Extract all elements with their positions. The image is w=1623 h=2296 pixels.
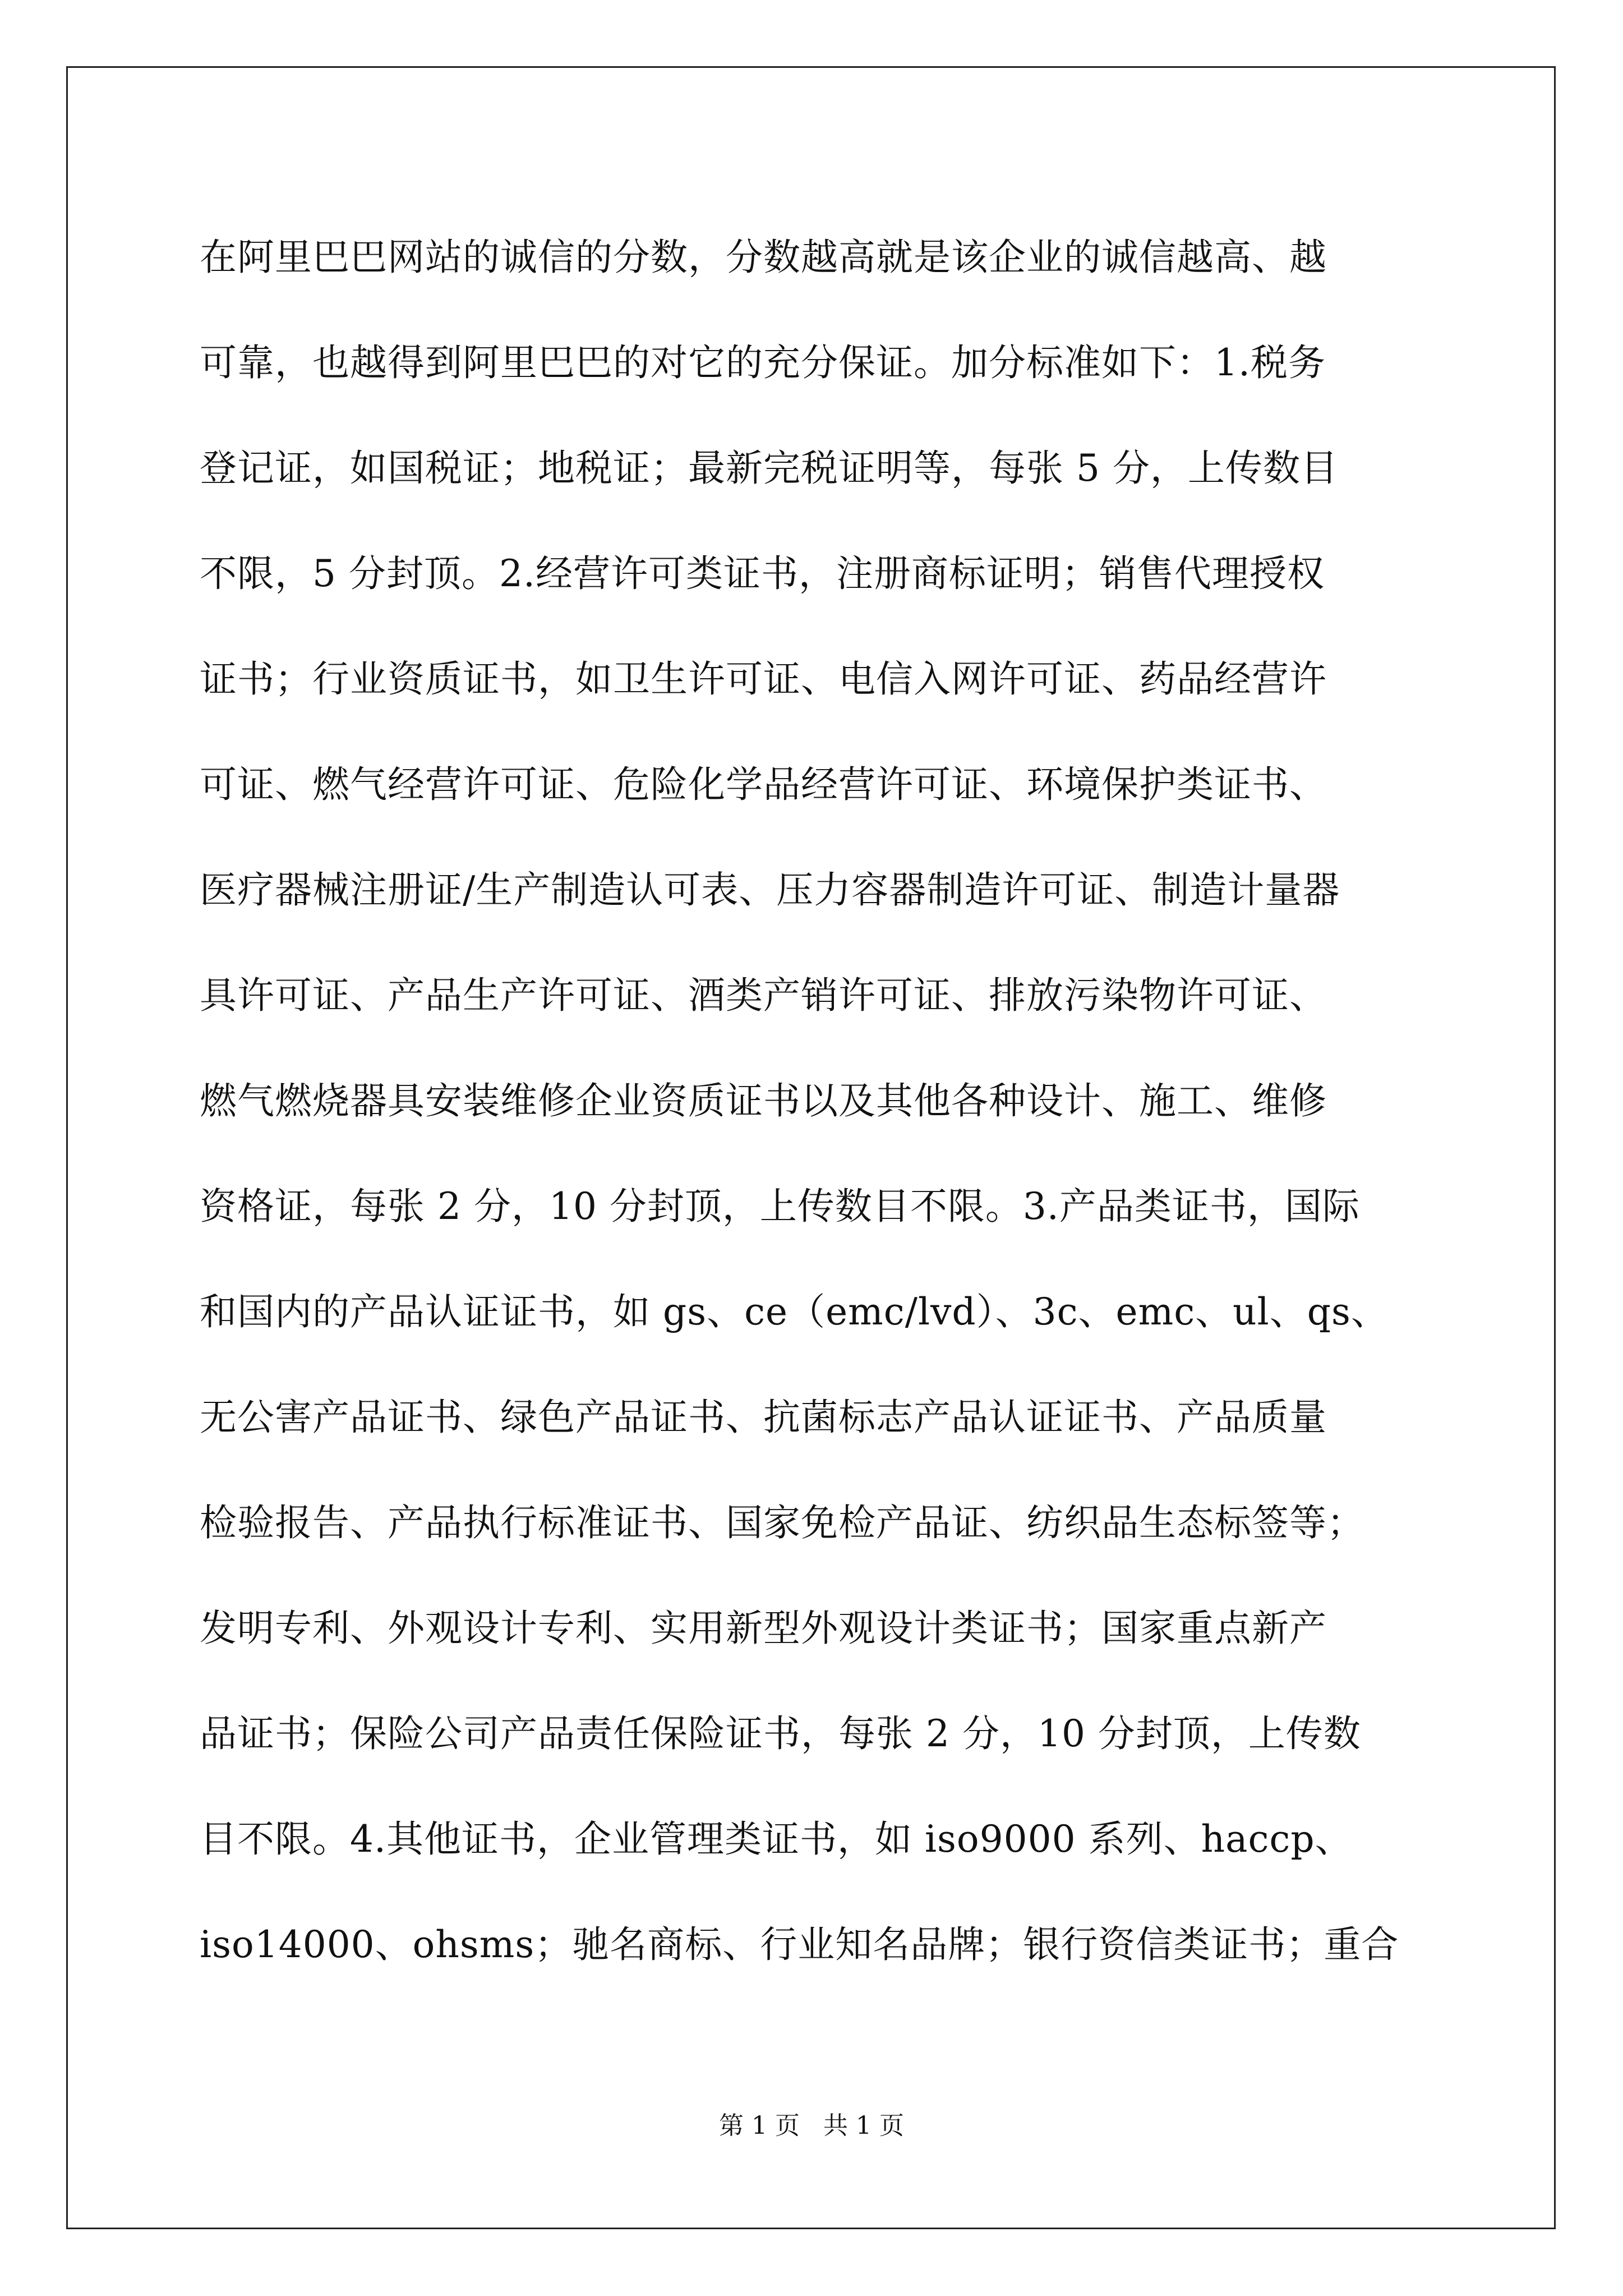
text-line: 不限，5 分封顶。2.经营许可类证书，注册商标证明；销售代理授权 [200, 552, 1325, 595]
text-line: 可靠，也越得到阿里巴巴的对它的充分保证。加分标准如下：1.税务 [200, 341, 1326, 384]
text-line: 和国内的产品认证证书，如 gs、ce（emc/lvd）、3c、emc、ul、qs、 [200, 1290, 1389, 1333]
text-line: 在阿里巴巴网站的诚信的分数，分数越高就是该企业的诚信越高、越 [200, 236, 1327, 279]
text-line: 医疗器械注册证/生产制造认可表、压力容器制造许可证、制造计量器 [200, 868, 1340, 912]
text-line: 登记证，如国税证；地税证；最新完税证明等，每张 5 分，上传数目 [200, 447, 1338, 490]
text-line: 燃气燃烧器具安装维修企业资质证书以及其他各种设计、施工、维修 [200, 1079, 1327, 1122]
text-line: 发明专利、外观设计专利、实用新型外观设计类证书；国家重点新产 [200, 1607, 1327, 1650]
text-line: 目不限。4.其他证书，企业管理类证书，如 iso9000 系列、haccp、 [200, 1818, 1353, 1861]
text-line: 可证、燃气经营许可证、危险化学品经营许可证、环境保护类证书、 [200, 763, 1327, 806]
text-line: 品证书；保险公司产品责任保险证书，每张 2 分，10 分封顶，上传数 [200, 1712, 1361, 1755]
text-line: 具许可证、产品生产许可证、酒类产销许可证、排放污染物许可证、 [200, 974, 1327, 1017]
text-line: 证书；行业资质证书，如卫生许可证、电信入网许可证、药品经营许 [200, 657, 1327, 701]
text-line: 检验报告、产品执行标准证书、国家免检产品证、纺织品生态标签等； [200, 1501, 1364, 1544]
text-line: 资格证，每张 2 分，10 分封顶，上传数目不限。3.产品类证书，国际 [200, 1185, 1360, 1228]
text-line: 无公害产品证书、绿色产品证书、抗菌标志产品认证证书、产品质量 [200, 1396, 1327, 1439]
document-body [200, 205, 1433, 1998]
page-footer: 第 1 页 共 1 页 [719, 2111, 904, 2140]
text-line: iso14000、ohsms；驰名商标、行业知名品牌；银行资信类证书；重合 [200, 1923, 1399, 1966]
